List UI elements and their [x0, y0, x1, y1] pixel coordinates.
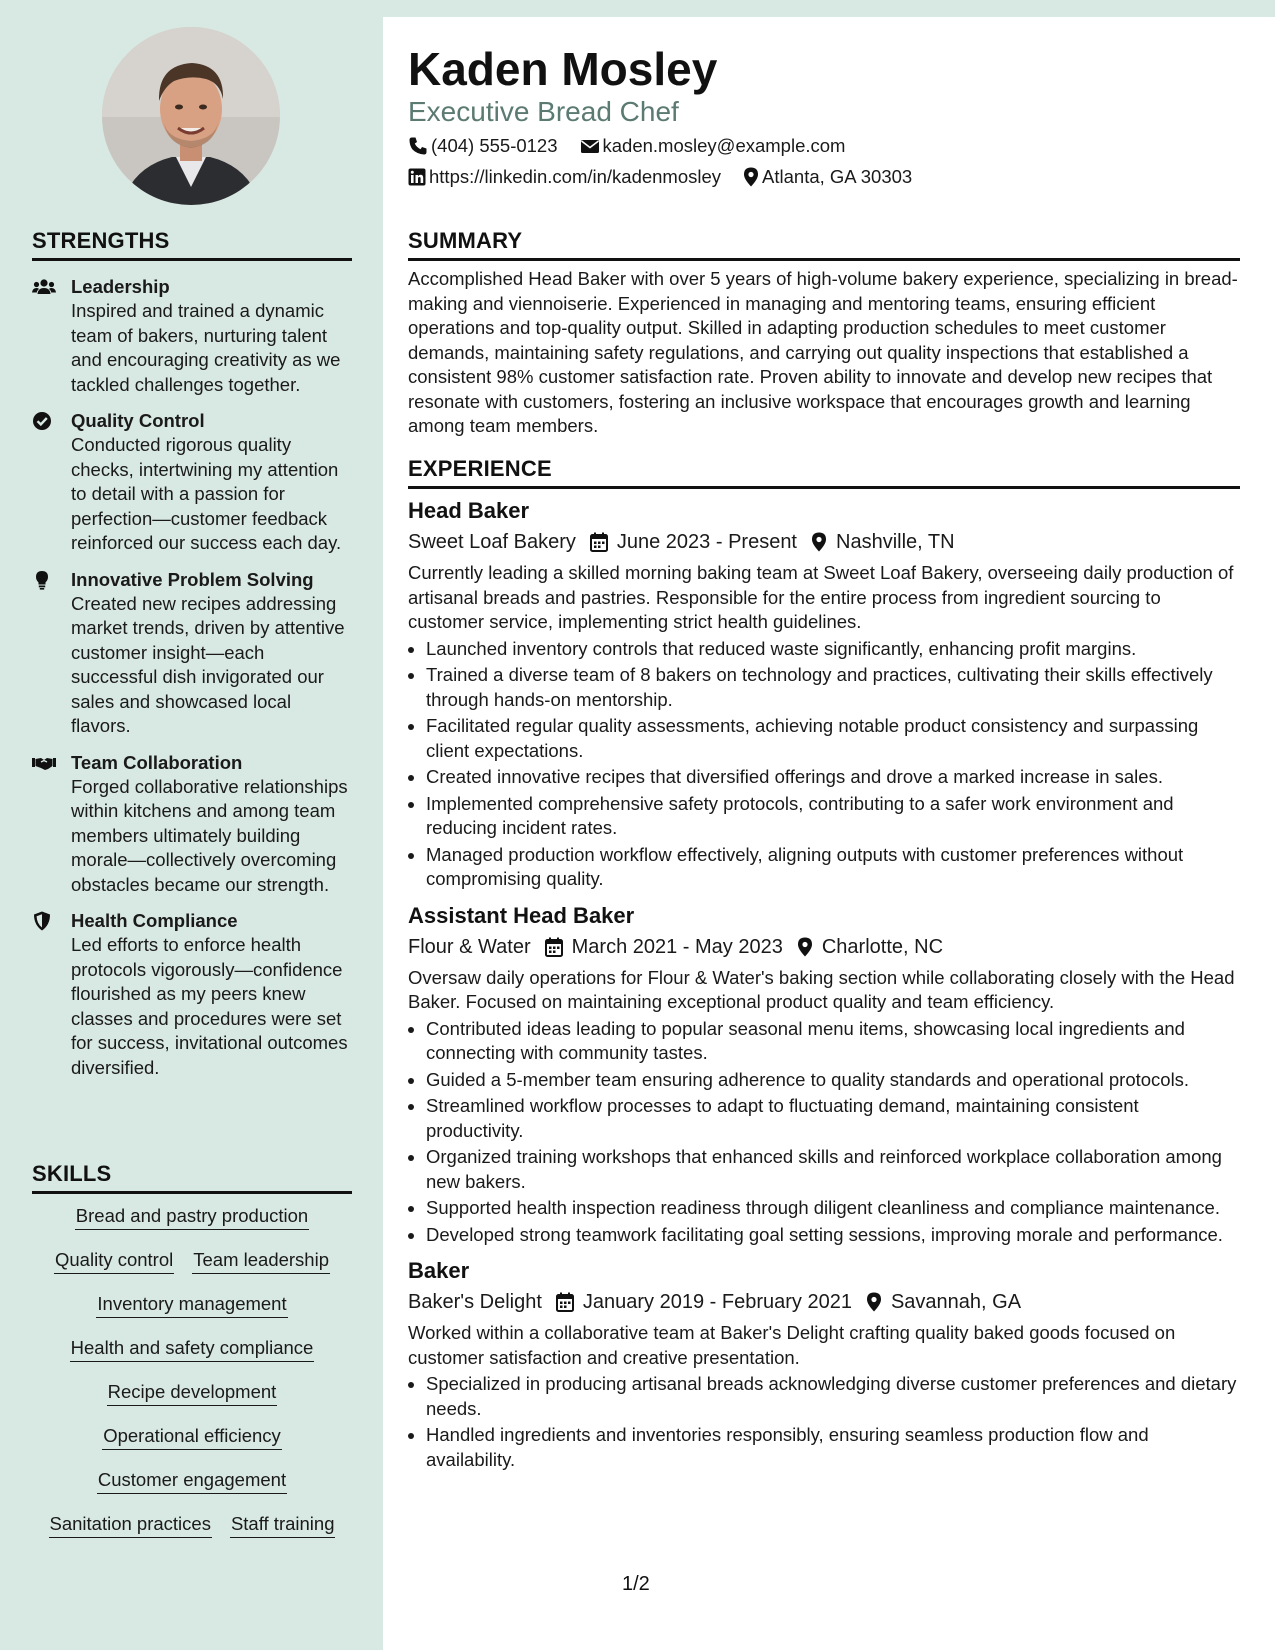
calendar-icon [590, 532, 608, 552]
job-bullet: • Managed production workflow effectively, aligning outputs with customer preferences without compromising quality. [426, 843, 1240, 892]
job-dates-wrap [556, 1289, 852, 1315]
job-location-wrap [866, 1289, 1021, 1315]
job-description: Worked within a collaborative team at Baker's Delight crafting quality baked goods focused on customer satisfaction and creative presentation. [408, 1322, 1176, 1368]
strength-desc: Led efforts to enforce health protocols vigorously—confidence flourished as my peers knew classes and procedures were set for success, invitational outcomes diversified. [71, 934, 348, 1078]
skill-tag: Bread and pastry production [75, 1204, 309, 1230]
skills-heading: SKILLS [32, 1161, 352, 1194]
strength-desc: Created new recipes addressing market trends, driven by attentive customer insight—each successful dish invigorated our sales and showcased local flavors. [71, 592, 345, 736]
strength-item [32, 568, 352, 739]
location-contact [743, 165, 912, 189]
phone-icon [408, 136, 428, 156]
strength-desc: Forged collaborative relationships within kitchens and among team members ultimately building morale—collectively overcoming obstacles became our strength. [71, 775, 348, 895]
candidate-title: Executive Bread Chef [408, 96, 679, 127]
strength-item [32, 409, 352, 556]
sidebar [0, 0, 383, 1650]
phone-text: (404) 555-0123 [431, 135, 558, 156]
job-description: Oversaw daily operations for Flour & Water's baking section while collaborating closely with the Head Baker. Focused on maintaining exceptional product quality and team efficiency. [408, 966, 1235, 1012]
summary-section [408, 228, 1240, 439]
strength-item [32, 751, 352, 898]
job-title: Head Baker [408, 498, 530, 523]
strength-title: Health Compliance [71, 910, 238, 931]
job-company: Baker's Delight [408, 1291, 542, 1313]
job-bullet: • Developed strong teamwork facilitating goal setting sessions, improving morale and performance. [426, 1223, 1240, 1248]
job-bullets [408, 1017, 1240, 1248]
job-bullet: • Contributed ideas leading to popular seasonal menu items, showcasing local ingredients and connecting with community tastes. [426, 1017, 1240, 1066]
job-description: Currently leading a skilled morning baking team at Sweet Loaf Bakery, overseeing daily production of artisanal breads and pastries. Responsible for the entire process from ingredient sourcing to customer service, implementing strict health guidelines. [408, 562, 1234, 632]
contact-row [408, 165, 934, 189]
lightbulb-icon [32, 570, 56, 590]
job-bullet: • Trained a diverse team of 8 bakers on technology and practices, cultivating their skills effectively through hands-on mentorship. [426, 663, 1240, 712]
job-company: Sweet Loaf Bakery [408, 531, 576, 553]
email-link[interactable]: kaden.mosley@example.com [602, 135, 846, 156]
page-number: 1/2 [622, 1573, 650, 1595]
strength-title: Innovative Problem Solving [71, 568, 314, 590]
job-bullet: • Streamlined workflow processes to adapt to fluctuating demand, maintaining consistent productivity. [426, 1094, 1240, 1143]
job-entry [408, 1257, 1240, 1472]
skill-tag: Inventory management [96, 1292, 287, 1318]
job-bullet: • Guided a 5-member team ensuring adherence to quality standards and operational protocols. [426, 1068, 1240, 1093]
strength-item [32, 275, 352, 397]
profile-photo [102, 27, 280, 205]
skill-tag: Quality control [54, 1248, 174, 1274]
experience-heading: EXPERIENCE [408, 456, 1240, 489]
skill-tag: Team leadership [192, 1248, 330, 1274]
job-dates: June 2023 - Present [616, 531, 797, 553]
skill-tag: Sanitation practices [49, 1512, 212, 1538]
strengths-section [32, 228, 352, 1080]
shield-icon [32, 911, 56, 931]
job-bullet: • Created innovative recipes that diversified offerings and drove a marked increase in sales. [426, 765, 1240, 790]
linkedin-link[interactable]: https://linkedin.com/in/kadenmosley [429, 166, 722, 187]
job-dates: March 2021 - May 2023 [571, 935, 783, 958]
linkedin-contact[interactable] [408, 165, 721, 189]
calendar-icon [545, 937, 563, 957]
job-entry [408, 497, 1240, 892]
location-text: Atlanta, GA 30303 [762, 166, 913, 187]
job-bullets [408, 637, 1240, 892]
job-bullet: • Facilitated regular quality assessments, achieving notable product consistency and surpassing client expectations. [426, 714, 1240, 763]
job-dates-wrap [590, 529, 797, 555]
experience-section [408, 456, 1240, 1472]
job-bullets [408, 1372, 1240, 1472]
skill-tag: Operational efficiency [102, 1424, 282, 1450]
job-location-wrap [797, 934, 943, 960]
job-location: Nashville, TN [836, 531, 955, 553]
envelope-icon [580, 137, 600, 155]
handshake-icon [32, 753, 56, 773]
job-bullet: • Handled ingredients and inventories responsibly, ensuring seamless production flow and availability. [426, 1423, 1240, 1472]
candidate-name: Kaden Mosley [408, 43, 718, 95]
job-location: Charlotte, NC [821, 935, 944, 958]
job-title: Assistant Head Baker [408, 902, 635, 928]
map-pin-icon [866, 1292, 882, 1312]
strength-desc: Inspired and trained a dynamic team of bakers, nurturing talent and encouraging creativity as we tackled challenges together. [71, 300, 341, 395]
job-bullet: • Organized training workshops that enhanced skills and reinforced workplace collaboration among new bakers. [426, 1145, 1240, 1194]
job-bullet: • Specialized in producing artisanal breads acknowledging diverse customer preferences and dietary needs. [426, 1372, 1240, 1421]
linkedin-icon [408, 168, 426, 186]
job-meta [408, 934, 1240, 960]
strength-desc: Conducted rigorous quality checks, intertwining my attention to detail with a passion for perfection—customer feedback reinforced our success each day. [71, 434, 342, 553]
skill-tag: Recipe development [107, 1380, 278, 1406]
strengths-heading: STRENGTHS [32, 228, 352, 261]
job-bullet: • Launched inventory controls that reduced waste significantly, enhancing profit margins. [426, 637, 1240, 662]
email-contact[interactable] [580, 134, 846, 158]
map-pin-icon [811, 532, 827, 552]
job-bullet: • Supported health inspection readiness through diligent cleanliness and compliance maintenance. [426, 1196, 1240, 1221]
map-pin-icon [797, 937, 813, 957]
job-location: Savannah, GA [890, 1291, 1022, 1313]
skill-tag: Customer engagement [97, 1468, 287, 1494]
strength-item [32, 909, 352, 1080]
job-entry [408, 902, 1240, 1248]
skill-tag: Health and safety compliance [70, 1336, 315, 1362]
skill-tag: Staff training [230, 1512, 336, 1538]
strength-title: Team Collaboration [71, 751, 243, 773]
job-meta [408, 1289, 1240, 1315]
contact-row [408, 134, 867, 158]
job-dates: January 2019 - February 2021 [582, 1291, 852, 1313]
job-location-wrap [811, 529, 955, 555]
job-bullet: • Implemented comprehensive safety protocols, contributing to a safer work environment and reducing incident rates. [426, 792, 1240, 841]
job-dates-wrap [545, 934, 783, 960]
job-meta [408, 529, 1240, 555]
job-title: Baker [408, 1258, 470, 1283]
check-circle-icon [32, 411, 56, 431]
summary-text: Accomplished Head Baker with over 5 years of high-volume bakery experience, specializing in bread-making and viennoiserie. Experienced in managing and mentoring teams, ensuring efficient operations and top-quality output. Skilled in adapting production schedules to meet customer demands, maintaining safety regulations, and carrying out quality inspections that established a consistent 98% customer satisfaction rate. Proven ability to innovate and develop new recipes that resonate with customers, fostering an inclusive workspace that encourages growth and learning among team members. [408, 268, 1238, 436]
summary-heading: SUMMARY [408, 228, 1240, 261]
phone-contact [408, 134, 558, 158]
strength-title: Quality Control [71, 410, 205, 431]
job-company: Flour & Water [408, 935, 531, 958]
skills-list [32, 1204, 352, 1538]
users-icon [32, 277, 56, 297]
calendar-icon [556, 1292, 574, 1312]
map-pin-icon [743, 167, 759, 187]
skills-section [32, 1161, 352, 1556]
strength-title: Leadership [71, 276, 170, 297]
